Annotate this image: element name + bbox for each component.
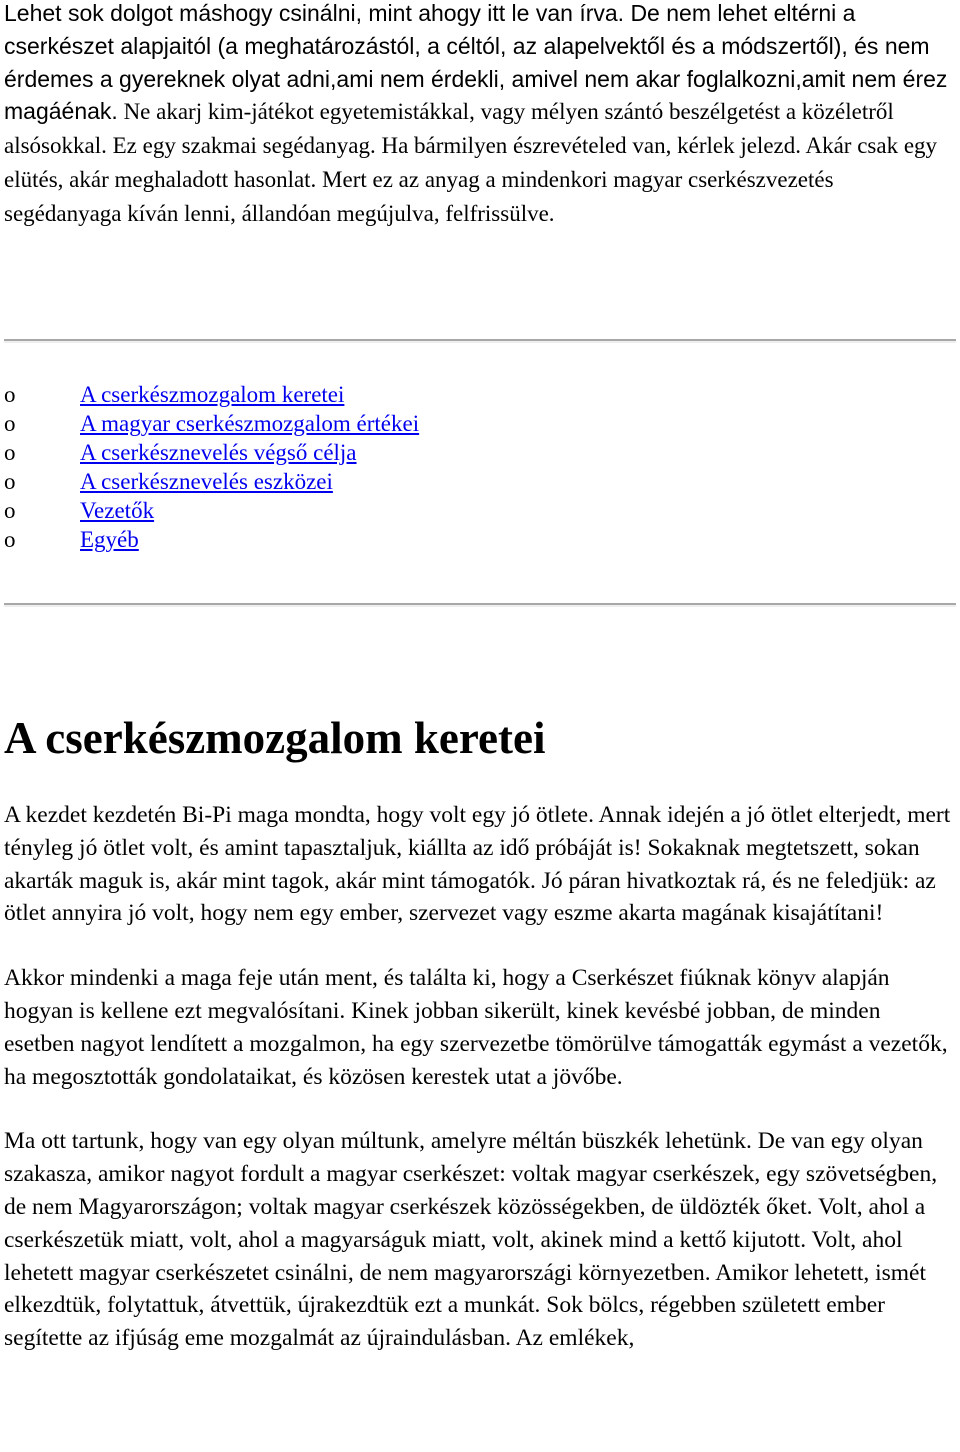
intro-text-serif: Ne akarj kim-játékot egyetemistákkal, vagy mélyen szántó beszélgetést a közéletről alsósokkal. Ez egy szakmai segédanyag. Ha bármilyen észrevételed van, kérlek jelezd. Akár csak egy elütés, akár meghaladott hasonlat. Mert ez az anyag a mindenkori magyar cserkészvezetés segédanyaga kíván lenni, állandóan megújulva, felfrissülve. <box>4 99 938 226</box>
toc-link-vezetok[interactable]: Vezetők <box>80 498 155 523</box>
toc-link-eszkozei[interactable]: A cserkésznevelés eszközei <box>80 469 333 494</box>
table-of-contents <box>4 380 419 554</box>
toc-link-egyeb[interactable]: Egyéb <box>80 527 139 552</box>
toc-item <box>4 409 419 438</box>
toc-link-keretei[interactable]: A cserkészmozgalom keretei <box>80 382 345 407</box>
list-bullet-icon: o <box>4 382 16 407</box>
body-paragraph: A kezdet kezdetén Bi-Pi maga mondta, hogy volt egy jó ötlete. Annak idején a jó ötlet elterjedt, mert tényleg jó ötlet volt, és amint tapasztaljuk, kiállta az idő próbáját is! Sokaknak megtetszett, sokan akarták maguk is, akár mint tagok, akár mint támogatók. Jó páran hivatkoztak rá, és ne feledjük: az ötlet annyira jó volt, hogy nem egy ember, szervezet vagy eszme akarta magának kisajátítani! <box>4 802 951 927</box>
list-bullet-icon: o <box>4 469 16 494</box>
list-bullet-icon: o <box>4 440 16 465</box>
toc-link-vegso-celja[interactable]: A cserkésznevelés végső célja <box>80 440 357 465</box>
intro-text-sans: Lehet sok dolgot máshogy csinálni, mint ahogy itt le van írva. De nem lehet eltérni a cserkészet alapjaitól (a meghatározástól, a céltól, az alapelvektől és a módszertől), és nem érdemes a gyereknek olyat adni,ami nem érdekli, amivel nem akar foglalkozni,amit nem érez magáénak. <box>4 0 948 125</box>
intro-paragraph <box>4 0 956 231</box>
toc-item <box>4 467 419 496</box>
toc-link-ertekei[interactable]: A magyar cserkészmozgalom értékei <box>80 411 420 436</box>
toc-item <box>4 438 419 467</box>
horizontal-divider <box>4 339 956 343</box>
document-page <box>4 0 956 1352</box>
toc-item <box>4 496 419 525</box>
list-bullet-icon: o <box>4 527 16 552</box>
section-heading: A cserkészmozgalom keretei <box>4 713 546 763</box>
body-paragraph: Akkor mindenki a maga feje után ment, és találta ki, hogy a Cserkészet fiúknak könyv alapján hogyan is kellene ezt megvalósítani. Kinek jobban sikerült, kinek kevésbé jobban, de minden esetben nagyot lendített a mozgalmon, ha egy szervezetbe tömörülve támogatták egymást a vezetők, ha megosztották gondolataikat, és közösen kerestek utat a jövőbe. <box>4 965 948 1090</box>
horizontal-divider <box>4 603 956 607</box>
section-body <box>4 799 956 1387</box>
toc-item <box>4 380 419 409</box>
toc-item <box>4 525 419 554</box>
body-paragraph: Ma ott tartunk, hogy van egy olyan múltunk, amelyre méltán büszkék lehetünk. De van egy olyan szakasza, amikor nagyot fordult a magyar cserkészet: voltak magyar cserkészek, egy szövetségben, de nem Magyarországon; voltak magyar cserkészek közösségekben, de üldözték őket. Volt, ahol a cserkészetük miatt, volt, ahol a magyarságuk miatt, volt, akinek mind a kettő kijutott. Volt, ahol lehetett magyar cserkészetet csinálni, de nem magyarországi környezetben. Amikor lehetett, ismét elkezdtük, folytattuk, átvettük, újrakezdtük ezt a munkát. Sok bölcs, régebben született ember segítette az ifjúság eme mozgalmát az újraindulásban. Az emlékek, <box>4 1128 938 1352</box>
list-bullet-icon: o <box>4 498 16 523</box>
list-bullet-icon: o <box>4 411 16 436</box>
